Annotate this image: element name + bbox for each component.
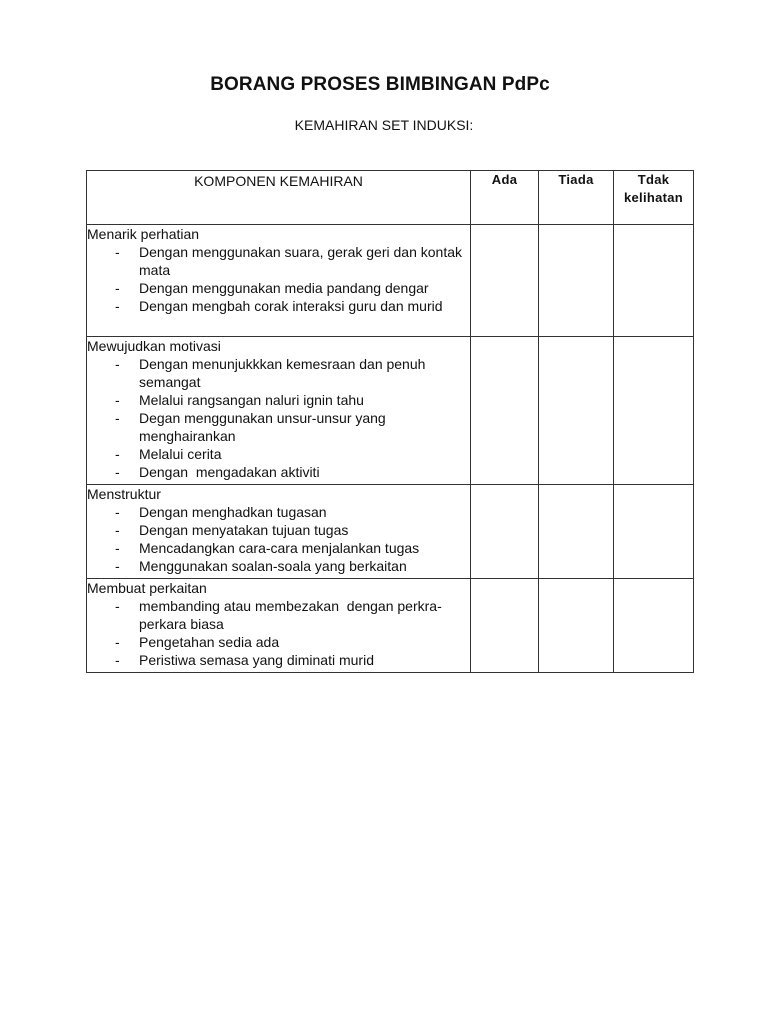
- page-title: BORANG PROSES BIMBINGAN PdPc: [210, 74, 550, 95]
- item-list: [87, 243, 470, 315]
- header-ada: Ada: [471, 171, 539, 225]
- list-item: - Dengan mengadakan aktiviti: [115, 464, 320, 480]
- item-text: Dengan mengadakan aktiviti: [139, 464, 320, 480]
- header-tdak-kelihatan: Tdak kelihatan: [614, 171, 694, 225]
- tdak-kelihatan-check-cell[interactable]: [614, 485, 694, 579]
- list-item: - Degan menggunakan unsur-unsur yang menghairankan: [115, 410, 386, 444]
- list-item: - Dengan menghadkan tugasan: [115, 504, 327, 520]
- component-cell: [87, 337, 471, 485]
- ada-check-cell[interactable]: [471, 225, 539, 337]
- ada-check-cell[interactable]: [471, 579, 539, 673]
- item-list: [87, 597, 470, 669]
- table-row: [87, 337, 694, 485]
- tiada-check-cell[interactable]: [539, 485, 614, 579]
- component-cell: [87, 579, 471, 673]
- section-title: Menarik perhatian: [87, 226, 200, 242]
- section-title: Menstruktur: [87, 486, 161, 502]
- list-item: - Dengan menyatakan tujuan tugas: [115, 522, 349, 538]
- tdak-kelihatan-check-cell[interactable]: [614, 579, 694, 673]
- tdak-kelihatan-check-cell[interactable]: [614, 337, 694, 485]
- item-list: [87, 355, 470, 481]
- list-item: - membanding atau membezakan dengan perkra-perkara biasa: [115, 598, 442, 632]
- item-text: Dengan menghadkan tugasan: [139, 504, 327, 520]
- list-item: - Dengan mengbah corak interaksi guru dan murid: [115, 298, 443, 314]
- tiada-check-cell[interactable]: [539, 579, 614, 673]
- item-text: Melalui rangsangan naluri ignin tahu: [139, 392, 364, 408]
- header-component: [87, 171, 471, 225]
- list-item: - Melalui rangsangan naluri ignin tahu: [115, 392, 364, 408]
- tdak-kelihatan-check-cell[interactable]: [614, 225, 694, 337]
- component-cell: [87, 225, 471, 337]
- item-text: Menggunakan soalan-soala yang berkaitan: [139, 558, 407, 574]
- header-tiada: Tiada: [539, 171, 614, 225]
- item-text: Dengan menggunakan media pandang dengar: [139, 280, 429, 296]
- tiada-check-cell[interactable]: [539, 337, 614, 485]
- item-list: [87, 503, 470, 575]
- item-text: Dengan menunjukkkan kemesraan dan penuh semangat: [139, 356, 426, 390]
- list-item: - Peristiwa semasa yang diminati murid: [115, 652, 374, 668]
- ada-check-cell[interactable]: [471, 485, 539, 579]
- section-title: Mewujudkan motivasi: [87, 338, 221, 354]
- page-subtitle: KEMAHIRAN SET INDUKSI:: [294, 117, 474, 133]
- item-text: Degan menggunakan unsur-unsur yang menghairankan: [139, 410, 386, 444]
- list-item: - Pengetahan sedia ada: [115, 634, 280, 650]
- skills-checklist-table: [86, 170, 694, 673]
- table-header-row: [87, 171, 694, 225]
- header-component-label: KOMPONEN KEMAHIRAN: [194, 173, 363, 189]
- section-title: Membuat perkaitan: [87, 580, 207, 596]
- component-cell: [87, 485, 471, 579]
- list-item: - Dengan menggunakan media pandang dengar: [115, 280, 429, 296]
- ada-check-cell[interactable]: [471, 337, 539, 485]
- item-text: Peristiwa semasa yang diminati murid: [139, 652, 374, 668]
- item-text: Dengan mengbah corak interaksi guru dan murid: [139, 298, 443, 314]
- item-text: Mencadangkan cara-cara menjalankan tugas: [139, 540, 420, 556]
- table-row: [87, 225, 694, 337]
- item-text: Dengan menyatakan tujuan tugas: [139, 522, 349, 538]
- list-item: - Dengan menggunakan suara, gerak geri dan kontak mata: [115, 244, 462, 278]
- item-text: Pengetahan sedia ada: [139, 634, 280, 650]
- item-text: Dengan menggunakan suara, gerak geri dan kontak mata: [139, 244, 462, 278]
- tiada-check-cell[interactable]: [539, 225, 614, 337]
- item-text: Melalui cerita: [139, 446, 222, 462]
- list-item: - Menggunakan soalan-soala yang berkaitan: [115, 558, 407, 574]
- list-item: - Dengan menunjukkkan kemesraan dan penuh semangat: [115, 356, 426, 390]
- table-row: [87, 485, 694, 579]
- table-row: [87, 579, 694, 673]
- list-item: - Melalui cerita: [115, 446, 222, 462]
- item-text: membanding atau membezakan dengan perkra-perkara biasa: [139, 598, 442, 632]
- list-item: - Mencadangkan cara-cara menjalankan tugas: [115, 540, 420, 556]
